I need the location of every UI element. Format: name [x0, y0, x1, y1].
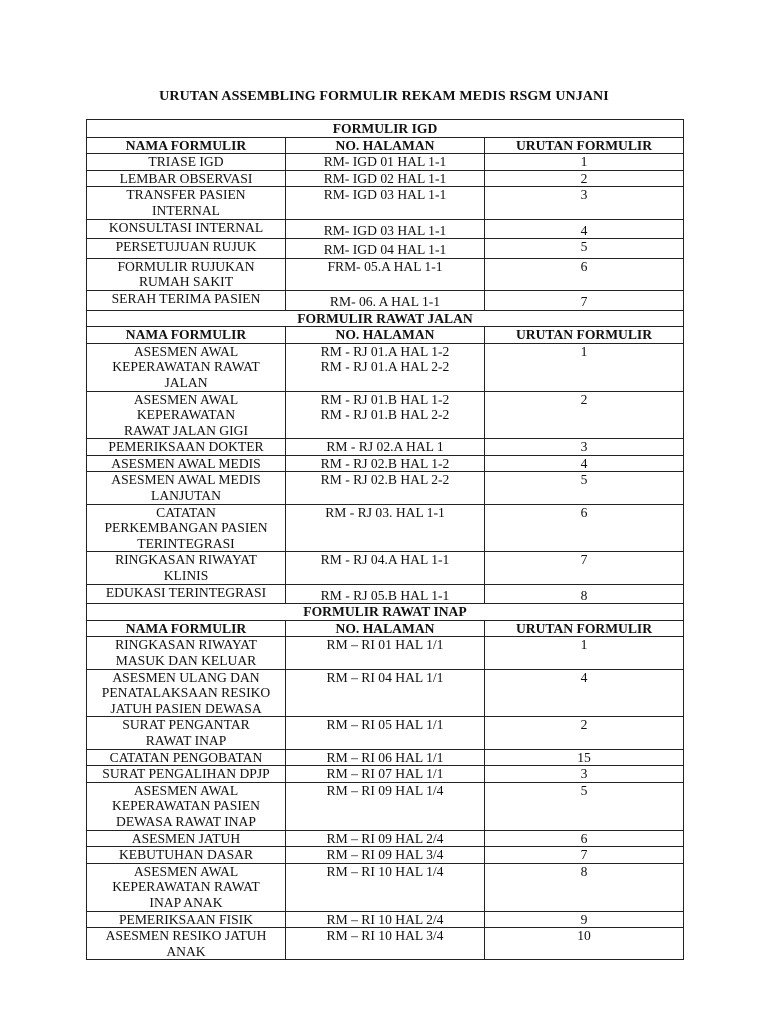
form-name-line: INTERNAL [152, 202, 220, 218]
form-name: SERAH TERIMA PASIEN [87, 290, 286, 310]
table-row [87, 669, 684, 717]
form-name-line: INAP ANAK [149, 894, 223, 910]
table-row [87, 504, 684, 552]
column-header-row [87, 620, 684, 637]
table-row [87, 439, 684, 456]
form-order: 8 [485, 584, 684, 604]
page-number: RM - RJ 04.A HAL 1-1 [286, 552, 485, 584]
section-heading-row [87, 120, 684, 138]
column-header-row [87, 137, 684, 154]
table-row [87, 766, 684, 783]
form-name-line: KEPERAWATAN PASIEN [112, 798, 260, 814]
form-order: 2 [485, 170, 684, 187]
form-name-line: RUMAH SAKIT [138, 274, 234, 290]
form-name [87, 928, 286, 960]
form-name: PERSETUJUAN RUJUK [87, 239, 286, 259]
document-title: URUTAN ASSEMBLING FORMULIR REKAM MEDIS RSGM UNJANI [159, 89, 609, 104]
column-header-row [87, 327, 684, 344]
form-order: 3 [485, 439, 684, 456]
page-number: RM - RJ 02.B HAL 2-2 [286, 472, 485, 504]
table-row [87, 847, 684, 864]
table-row [87, 928, 684, 960]
page-number: RM – RI 06 HAL 1/1 [286, 749, 485, 766]
page-number: RM – RI 07 HAL 1/1 [286, 766, 485, 783]
table-row [87, 782, 684, 830]
table-row [87, 863, 684, 911]
page-number: RM – RI 04 HAL 1/1 [286, 669, 485, 717]
table-row [87, 455, 684, 472]
form-name-line: ASESMEN AWAL [133, 782, 239, 798]
form-name: ASESMEN AWAL MEDIS [87, 455, 286, 472]
table-row [87, 472, 684, 504]
table-row [87, 219, 684, 239]
column-header-order: URUTAN FORMULIR [485, 137, 684, 154]
form-order: 1 [485, 637, 684, 669]
page-number: RM- 06. A HAL 1-1 [286, 290, 485, 310]
form-name-line: SURAT PENGANTAR [122, 717, 250, 733]
form-name [87, 717, 286, 749]
form-name [87, 391, 286, 439]
form-name-line: KEPERAWATAN RAWAT [112, 359, 260, 375]
form-name [87, 863, 286, 911]
column-header-page: NO. HALAMAN [286, 620, 485, 637]
form-name [87, 258, 286, 290]
form-order: 9 [485, 911, 684, 928]
column-header-name: NAMA FORMULIR [87, 327, 286, 344]
form-order: 5 [485, 239, 684, 259]
form-name: KEBUTUHAN DASAR [87, 847, 286, 864]
form-name [87, 637, 286, 669]
form-order: 2 [485, 717, 684, 749]
page-number [286, 391, 485, 439]
form-name-line: JATUH PASIEN DEWASA [110, 700, 262, 716]
form-order: 15 [485, 749, 684, 766]
page-number: RM – RI 09 HAL 3/4 [286, 847, 485, 864]
form-name-line: TERINTEGRASI [137, 535, 235, 551]
table-row [87, 717, 684, 749]
form-name-line: ANAK [166, 943, 206, 959]
form-order: 7 [485, 847, 684, 864]
table-row [87, 170, 684, 187]
column-header-name: NAMA FORMULIR [87, 137, 286, 154]
page-number: RM - RJ 02.B HAL 1-2 [286, 455, 485, 472]
section-heading-row [87, 310, 684, 327]
table-row [87, 830, 684, 847]
form-order: 4 [485, 669, 684, 717]
page-number: RM – RI 09 HAL 1/4 [286, 782, 485, 830]
form-order: 7 [485, 552, 684, 584]
section-heading-row [87, 604, 684, 621]
page-number-line: RM - RJ 01.B HAL 2-2 [320, 407, 450, 423]
form-name-line: CATATAN [156, 504, 216, 520]
form-name-line: DEWASA RAWAT INAP [116, 813, 256, 829]
page-number: RM – RI 10 HAL 2/4 [286, 911, 485, 928]
form-name-line: ASESMEN AWAL MEDIS [111, 472, 261, 488]
form-name-line: MASUK DAN KELUAR [115, 653, 257, 668]
form-name: PEMERIKSAAN DOKTER [87, 439, 286, 456]
form-name: ASESMEN JATUH [87, 830, 286, 847]
form-name-line: ASESMEN ULANG DAN [112, 669, 260, 685]
page-number: RM- IGD 03 HAL 1-1 [286, 219, 485, 239]
form-name: LEMBAR OBSERVASI [87, 170, 286, 187]
form-name: KONSULTASI INTERNAL [87, 219, 286, 239]
page-number-line: RM - RJ 01.A HAL 2-2 [320, 359, 450, 375]
page-number-line: RM - RJ 01.A HAL 1-2 [320, 343, 450, 359]
form-order: 2 [485, 391, 684, 439]
form-name-line: RAWAT INAP [145, 732, 227, 748]
form-name-line: ASESMEN AWAL [133, 863, 239, 879]
page-number: RM – RI 10 HAL 3/4 [286, 928, 485, 960]
table-row [87, 584, 684, 604]
table-row [87, 290, 684, 310]
assembling-table [86, 119, 684, 960]
column-header-order: URUTAN FORMULIR [485, 327, 684, 344]
table-row [87, 239, 684, 259]
table-row [87, 637, 684, 669]
column-header-order: URUTAN FORMULIR [485, 620, 684, 637]
form-name-line: KEPERAWATAN [136, 407, 236, 423]
form-name [87, 472, 286, 504]
table-row [87, 187, 684, 219]
page-number: RM- IGD 01 HAL 1-1 [286, 154, 485, 171]
form-order: 4 [485, 219, 684, 239]
form-order: 3 [485, 766, 684, 783]
form-name: TRIASE IGD [87, 154, 286, 171]
page-number: RM- IGD 04 HAL 1-1 [286, 239, 485, 259]
form-order: 1 [485, 343, 684, 391]
page-number: RM - RJ 02.A HAL 1 [286, 439, 485, 456]
form-order: 6 [485, 504, 684, 552]
column-header-page: NO. HALAMAN [286, 137, 485, 154]
form-order: 3 [485, 187, 684, 219]
form-name-line: FORMULIR RUJUKAN [117, 258, 255, 274]
form-name [87, 343, 286, 391]
page-number: RM – RI 05 HAL 1/1 [286, 717, 485, 749]
form-name [87, 504, 286, 552]
form-name-line: TRANSFER PASIEN [126, 187, 246, 203]
form-name-line: KLINIS [163, 568, 209, 584]
table-row [87, 258, 684, 290]
form-name [87, 782, 286, 830]
page-number: RM – RI 09 HAL 2/4 [286, 830, 485, 847]
table-row [87, 911, 684, 928]
page-number [286, 343, 485, 391]
form-order: 7 [485, 290, 684, 310]
form-name-line: RINGKASAN RIWAYAT [115, 637, 257, 653]
page-number: RM – RI 01 HAL 1/1 [286, 637, 485, 669]
form-name-line: KEPERAWATAN RAWAT [112, 879, 260, 895]
table-row [87, 749, 684, 766]
page-number: FRM- 05.A HAL 1-1 [286, 258, 485, 290]
page-number: RM – RI 10 HAL 1/4 [286, 863, 485, 911]
page-number-line: RM - RJ 01.B HAL 1-2 [320, 391, 450, 407]
form-name-line: RAWAT JALAN GIGI [123, 422, 248, 438]
form-name: CATATAN PENGOBATAN [87, 749, 286, 766]
page-number: RM - RJ 03. HAL 1-1 [286, 504, 485, 552]
form-order: 1 [485, 154, 684, 171]
form-name-line: PERKEMBANGAN PASIEN [104, 520, 268, 536]
form-order: 10 [485, 928, 684, 960]
form-order: 5 [485, 782, 684, 830]
form-name-line: ASESMEN RESIKO JATUH [105, 928, 267, 944]
form-name: EDUKASI TERINTEGRASI [87, 584, 286, 604]
form-name-line: JALAN [164, 374, 208, 390]
section-heading-rawat-inap: FORMULIR RAWAT INAP [87, 604, 684, 621]
form-name-line: ASESMEN AWAL [133, 343, 239, 359]
form-order: 6 [485, 258, 684, 290]
column-header-name: NAMA FORMULIR [87, 620, 286, 637]
page-number: RM- IGD 03 HAL 1-1 [286, 187, 485, 219]
form-order: 8 [485, 863, 684, 911]
form-name [87, 187, 286, 219]
form-name: SURAT PENGALIHAN DPJP [87, 766, 286, 783]
table-row [87, 552, 684, 584]
table-row [87, 343, 684, 391]
form-name [87, 552, 286, 584]
form-name-line: PENATALAKSAAN RESIKO [101, 685, 271, 701]
form-order: 6 [485, 830, 684, 847]
section-heading-rawat-jalan: FORMULIR RAWAT JALAN [87, 310, 684, 327]
form-name: PEMERIKSAAN FISIK [87, 911, 286, 928]
page-number: RM - RJ 05.B HAL 1-1 [286, 584, 485, 604]
table-row [87, 391, 684, 439]
form-name-line: RINGKASAN RIWAYAT [115, 552, 257, 568]
form-order: 4 [485, 455, 684, 472]
form-name-line: ASESMEN AWAL [133, 391, 239, 407]
table-row [87, 154, 684, 171]
form-order: 5 [485, 472, 684, 504]
page-number: RM- IGD 02 HAL 1-1 [286, 170, 485, 187]
section-heading-igd: FORMULIR IGD [87, 120, 684, 138]
form-name [87, 669, 286, 717]
form-name-line: LANJUTAN [151, 488, 221, 504]
column-header-page: NO. HALAMAN [286, 327, 485, 344]
